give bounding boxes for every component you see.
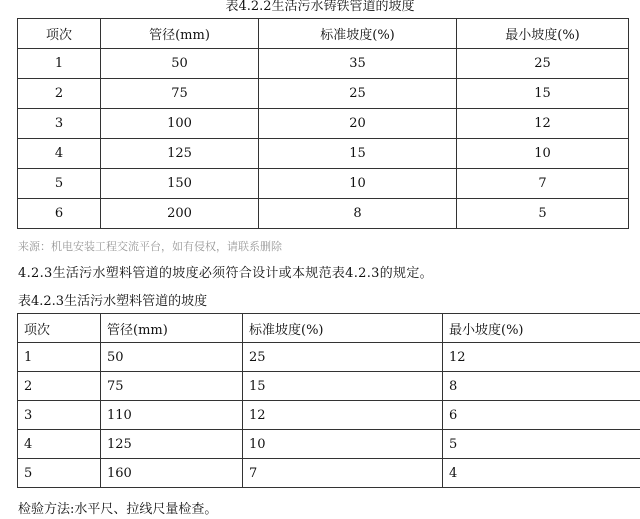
table-cell: 125 — [101, 430, 243, 459]
table-cell: 150 — [101, 169, 259, 199]
table-cell: 10 — [259, 169, 457, 199]
table-row — [18, 430, 640, 459]
table-cell: 12 — [457, 109, 629, 139]
table-cell: 1 — [18, 343, 101, 372]
table-cell: 200 — [101, 199, 259, 229]
source-note: 来源：机电安装工程交流平台，如有侵权，请联系删除 — [18, 240, 282, 253]
header-cell: 标准坡度(%) — [259, 19, 457, 49]
table-row — [18, 459, 640, 488]
header-cell: 最小坡度(%) — [443, 314, 640, 343]
table-cell: 12 — [243, 401, 443, 430]
table-cell: 15 — [457, 79, 629, 109]
table-caption-4-2-3: 表4.2.3生活污水塑料管道的坡度 — [18, 294, 208, 309]
table-cell: 110 — [101, 401, 243, 430]
table-cell: 3 — [18, 401, 101, 430]
table-cell: 25 — [243, 343, 443, 372]
table-header-row — [18, 19, 629, 49]
table-cell: 3 — [18, 109, 101, 139]
header-cell: 管径(mm) — [101, 314, 243, 343]
table-cell: 1 — [18, 49, 101, 79]
table-cell: 20 — [259, 109, 457, 139]
table-cell: 6 — [443, 401, 640, 430]
table-cell: 160 — [101, 459, 243, 488]
table-cell: 5 — [457, 199, 629, 229]
header-cell: 项次 — [18, 314, 101, 343]
table-row — [18, 372, 640, 401]
table-cell: 8 — [443, 372, 640, 401]
table-cell: 75 — [101, 79, 259, 109]
table-cell: 15 — [243, 372, 443, 401]
clause-4-2-3-paragraph: 4.2.3生活污水塑料管道的坡度必须符合设计或本规范表4.2.3的规定。 — [18, 266, 433, 281]
table-cell: 5 — [443, 430, 640, 459]
table-cell: 6 — [18, 199, 101, 229]
table-cell: 125 — [101, 139, 259, 169]
table-cell: 25 — [259, 79, 457, 109]
table-caption-4-2-2: 表4.2.2生活污水铸铁管道的坡度 — [225, 0, 415, 14]
table-row — [18, 401, 640, 430]
table-cell: 50 — [101, 49, 259, 79]
table-cell: 7 — [457, 169, 629, 199]
table-cell: 35 — [259, 49, 457, 79]
table-cell: 75 — [101, 372, 243, 401]
table-cell: 7 — [243, 459, 443, 488]
header-cell: 最小坡度(%) — [457, 19, 629, 49]
table-cell: 2 — [18, 79, 101, 109]
table-cell: 10 — [457, 139, 629, 169]
table-cell: 8 — [259, 199, 457, 229]
table-row — [18, 199, 629, 229]
table-cell: 4 — [18, 430, 101, 459]
table-row — [18, 169, 629, 199]
table-cell: 50 — [101, 343, 243, 372]
table-cell: 5 — [18, 169, 101, 199]
table-cell: 12 — [443, 343, 640, 372]
table-row — [18, 49, 629, 79]
header-cell: 标准坡度(%) — [243, 314, 443, 343]
table-cell: 2 — [18, 372, 101, 401]
table-plastic-pipe-slope — [17, 313, 640, 488]
table-cell: 5 — [18, 459, 101, 488]
table-row — [18, 343, 640, 372]
inspection-method: 检验方法:水平尺、拉线尺量检查。 — [18, 502, 218, 517]
table-cell: 10 — [243, 430, 443, 459]
table-cast-iron-pipe-slope — [17, 18, 629, 229]
table-header-row — [18, 314, 640, 343]
table-row — [18, 139, 629, 169]
table-row — [18, 79, 629, 109]
header-cell: 管径(mm) — [101, 19, 259, 49]
header-cell: 项次 — [18, 19, 101, 49]
table-cell: 100 — [101, 109, 259, 139]
table-cell: 15 — [259, 139, 457, 169]
table-cell: 4 — [443, 459, 640, 488]
table-row — [18, 109, 629, 139]
table-cell: 4 — [18, 139, 101, 169]
table-cell: 25 — [457, 49, 629, 79]
